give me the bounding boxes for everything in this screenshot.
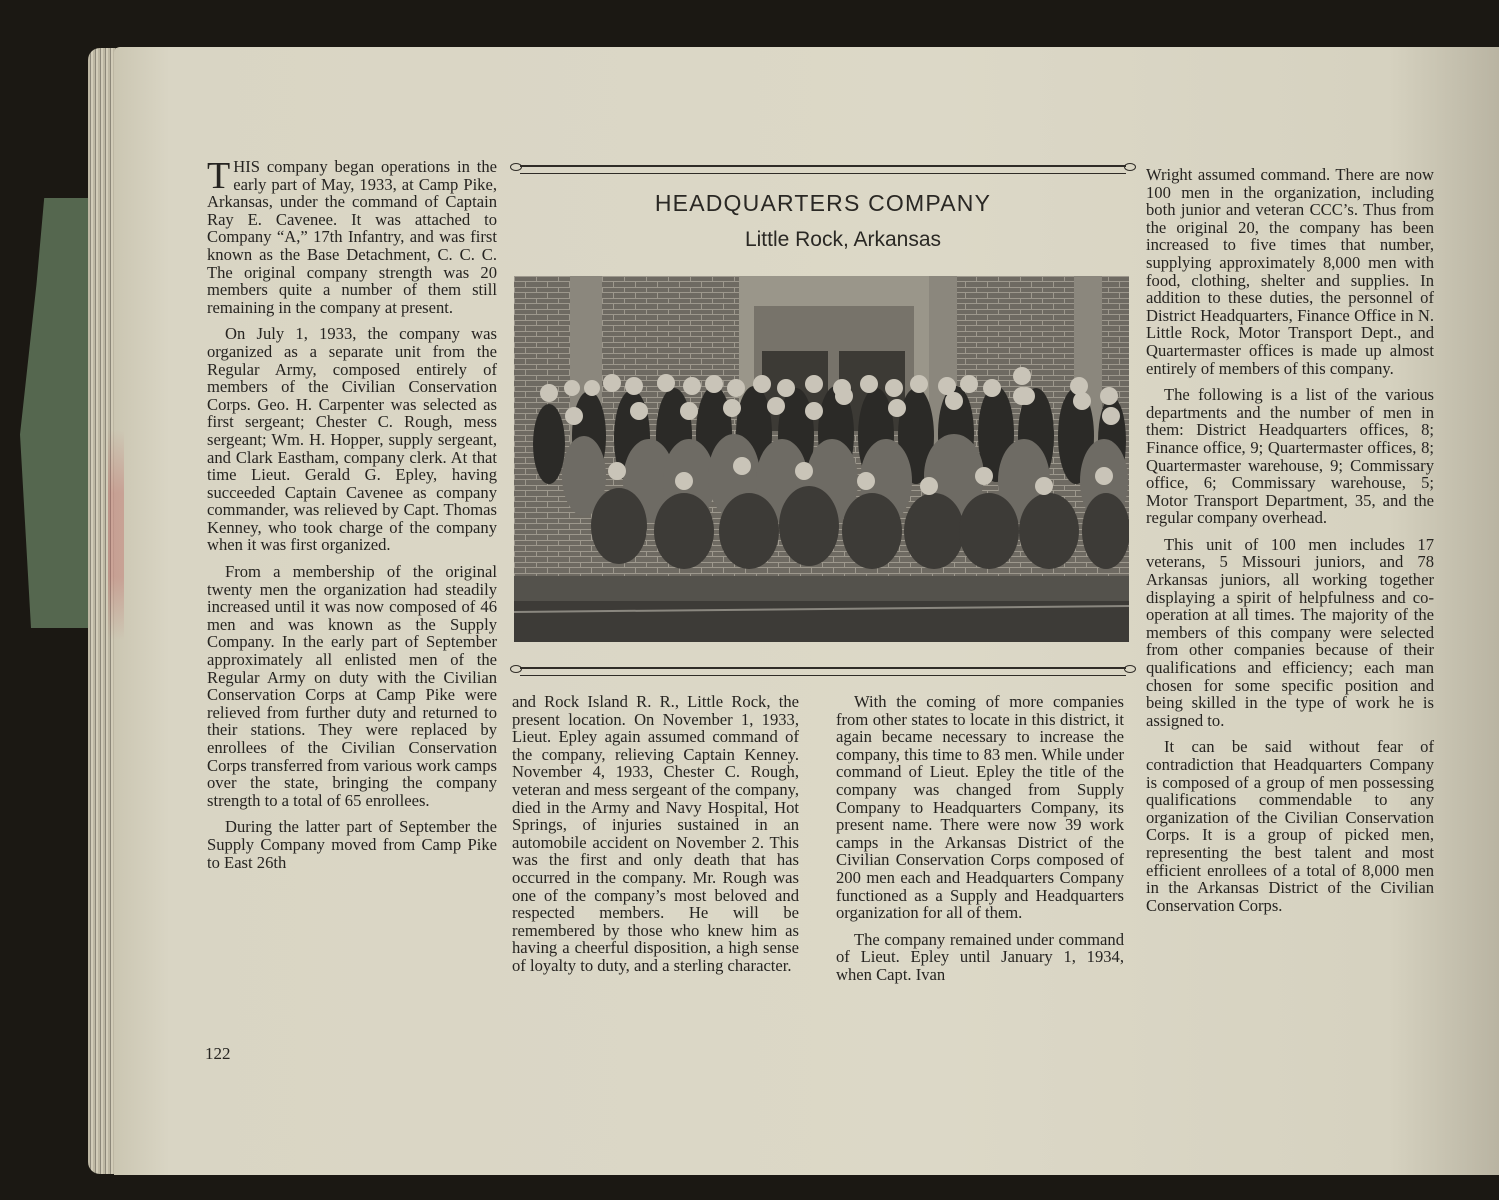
group-photo <box>514 276 1129 642</box>
paragraph: Wright assumed command. There are now 100 men in the organization, including both junior and veteran CCC’s. Thus from the original 20, the company has been increased to five times that number, supplying approximately 8,000 men with food, clothing, shelter and supplies. In addition to these duties, the personnel of District Headquarters, Finance Office in N. Little Rock, Motor Transport Dept., and Quartermaster offices is made up almost entirely of members of this company. <box>1146 165 1434 378</box>
rule-ornament <box>1124 665 1136 673</box>
rule-ornament <box>510 665 522 673</box>
paragraph: and Rock Island R. R., Little Rock, the present location. On November 1, 1933, Lieut. Epley again assumed command of the company, relieving Captain Kenney. November 4, 1933, Chester C. Rough, veteran and mess sergeant of the company, died in the Army and Navy Hospital, Hot Springs, of injuries sustained in an automobile accident on November 2. This was the first and only death that has occurred in the company. Mr. Rough was one of the company’s most beloved and respected members. He will be remembered by those who knew him as having a cheerful disposition, a high sense of loyalty to duty, and a sterling character. <box>512 692 799 975</box>
paragraph <box>207 155 497 317</box>
rule-ornament <box>1124 163 1136 171</box>
decorative-rule-bottom <box>520 667 1126 676</box>
gutter-stain <box>108 430 124 640</box>
paragraph: On July 1, 1933, the company was organized as a separate unit from the Regular Army, composed entirely of members of the Civilian Conservation Corps. Geo. H. Carpenter was selected as first sergeant; Chester C. Rough, mess sergeant; Wm. H. Hopper, supply sergeant, and Clark Eastham, company clerk. At that time Lieut. Gerald G. Epley, having succeeded Captain Cavenee as company commander, was relieved by Capt. Thomas Kenney, who took charge of the company when it was first organized. <box>207 324 497 555</box>
paragraph: With the coming of more companies from other states to locate in this district, it again became necessary to increase the company, this time to 83 men. While under command of Lieut. Epley the title of the company was changed from Supply Company to Headquarters Company, its present name. There were now 39 work camps in the Arkansas District of the Civilian Conservation Corps composed of 200 men each and Headquarters Company functioned as a Supply and Headquarters organization for all of them. <box>836 692 1124 923</box>
rule-ornament <box>510 163 522 171</box>
paragraph: From a membership of the original twenty men the organization had steadily increased until it was now composed of 46 men and was known as the Supply Company. In the early part of September approximately all enlisted men of the Regular Army on duty with the Civilian Conservation Corps at Camp Pike were relieved from further duty and returned to their stations. They were replaced by enrollees of the Civilian Conservation Corps transferred from various work camps over the state, bringing the company strength to a total of 65 enrollees. <box>207 562 497 810</box>
decorative-rule-top <box>520 165 1126 174</box>
text-column-4 <box>1146 166 1434 923</box>
paragraph: This unit of 100 men includes 17 veterans, 5 Missouri juniors, and 78 Arkansas juniors, all working together displaying a spirit of helpfulness and co-operation at all times. The majority of the members of this company were selected from other companies because of their qualifications and efficiency; each man chosen for some specific position and being skilled in the type of work he is assigned to. <box>1146 534 1434 730</box>
paragraph: It can be said without fear of contradiction that Headquarters Company is composed of a group of men possessing qualifications commendable to any organization of the Civilian Conservation Corps. It is a group of picked men, representing the best talent and most efficient enrollees of a total of 8,000 men in the Arkansas District of the Civilian Conservation Corps. <box>1146 737 1434 915</box>
page-subtitle: Little Rock, Arkansas <box>744 228 942 251</box>
text-column-3 <box>836 693 1124 993</box>
paragraph: The following is a list of the various departments and the number of men in them: District Headquarters offices, 8; Finance office, 9; Quartermaster offices, 8; Quartermaster warehouse, 9; Commissary office, 6; Commissary warehouse, 5; Motor Transport Department, 35, and the regular company overhead. <box>1146 385 1434 528</box>
paragraph-text: HIS company began operations in the early part of May, 1933, at Camp Pike, Arkansas, under the command of Captain Ray E. Cavenee. It was attached to Company “A,” 17th Infantry, and was first known as the Base Detachment, C. C. C. The original company strength was 20 members quite a number of them still remaining in the company at present. <box>207 157 497 317</box>
page-number: 122 <box>205 1044 231 1063</box>
page-title: HEADQUARTERS COMPANY <box>654 190 992 216</box>
paragraph: During the latter part of September the Supply Company moved from Camp Pike to East 26th <box>207 817 497 872</box>
text-column-1 <box>207 155 497 880</box>
text-column-2 <box>512 693 799 984</box>
group-photo-image <box>514 276 1129 642</box>
paragraph: The company remained under command of Lieut. Epley until January 1, 1934, when Capt. Ivan <box>836 929 1124 984</box>
drop-cap: T <box>207 155 231 197</box>
